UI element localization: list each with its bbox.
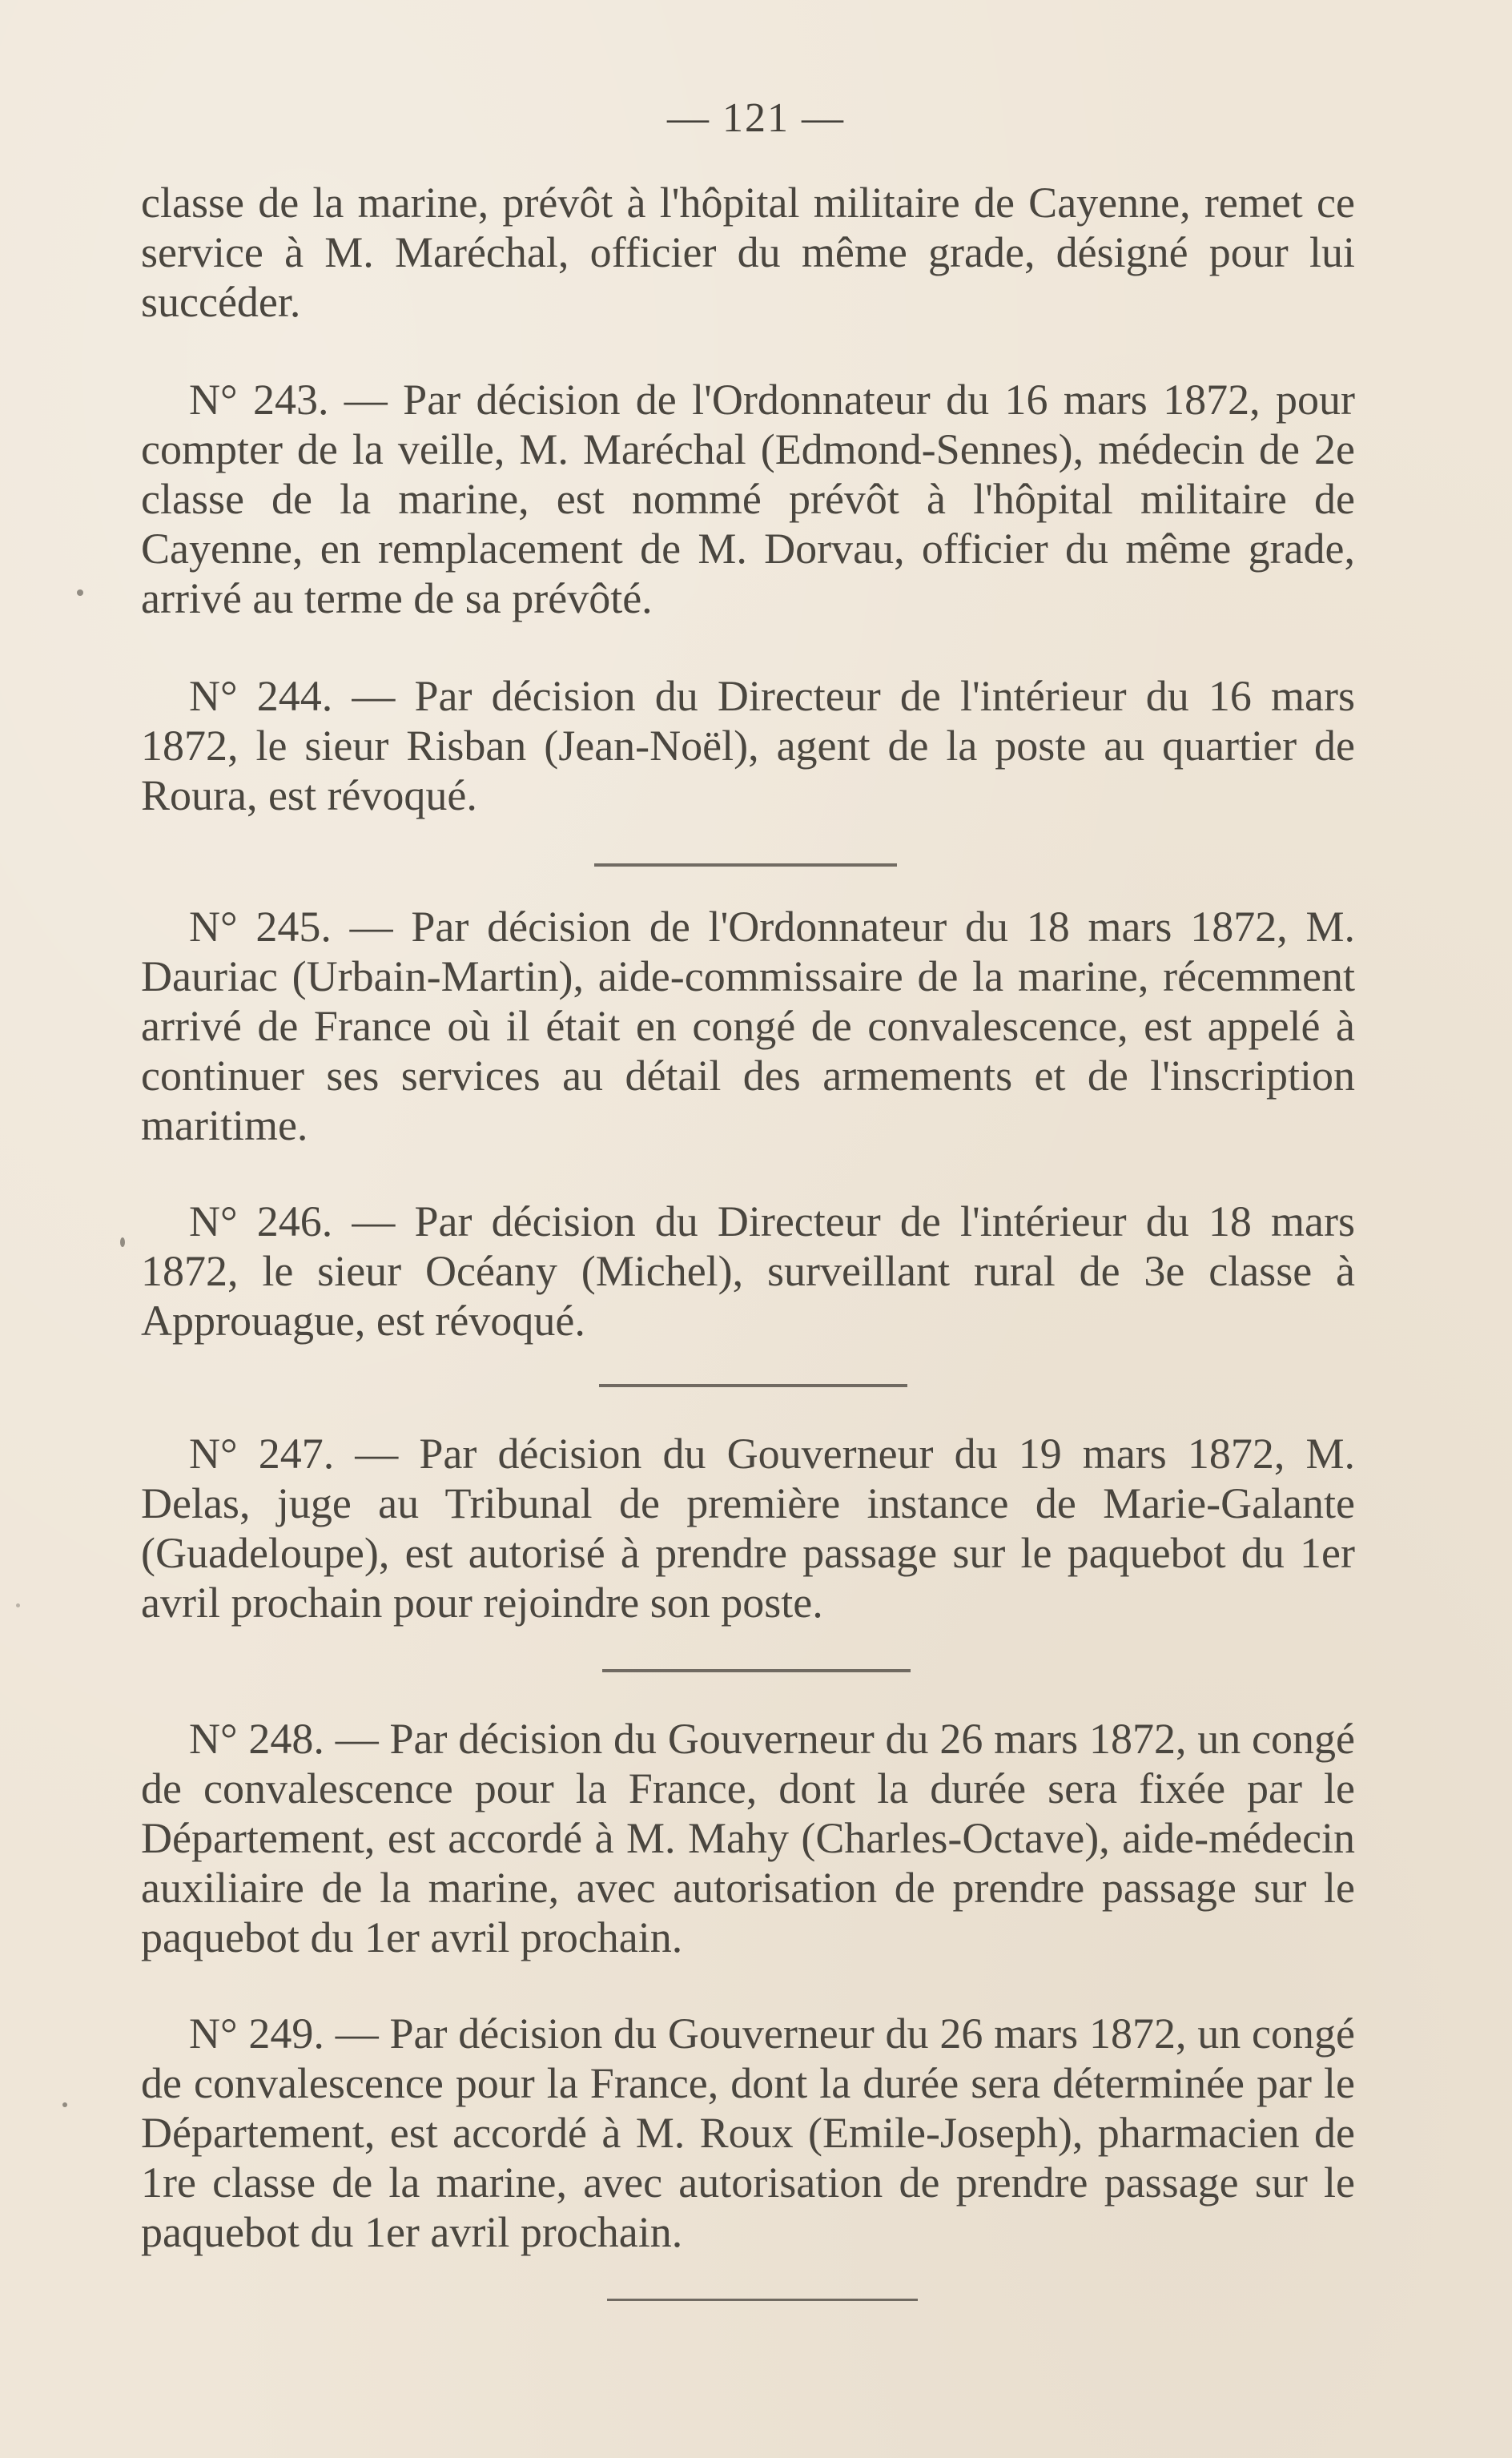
text-column [141,178,1355,2301]
entry-248: N° 248. — Par décision du Gouverneur du 26 mars 1872, un congé de convalescence pour la France, dont la durée sera fixée par le Département, est accordé à M. Mahy (Charles-Octave), aide-médecin auxiliaire de la marine, avec autorisation de prendre passage sur le paquebot du 1er avril prochain. [141,1715,1355,1961]
section-divider [602,1669,911,1672]
section-divider [599,1384,907,1387]
entry-246: N° 246. — Par décision du Directeur de l'intérieur du 18 mars 1872, le sieur Océany (Michel), surveillant rural de 3e classe à Approuague, est révoqué. [141,1197,1355,1345]
section-divider [594,863,897,867]
entry-244: N° 244. — Par décision du Directeur de l'intérieur du 16 mars 1872, le sieur Risban (Jean-Noël), agent de la poste au quartier de Roura, est révoqué. [141,672,1355,819]
entry-243: N° 243. — Par décision de l'Ordonnateur du 16 mars 1872, pour compter de la veille, M. Maréchal (Edmond-Sennes), médecin de 2e classe de la marine, est nommé prévôt à l'hôpital militaire de Cayenne, en remplacement de M. Dorvau, officier du même grade, arrivé au terme de sa prévôté. [141,376,1355,622]
continued-paragraph: classe de la marine, prévôt à l'hôpital militaire de Cayenne, remet ce service à M. Maréchal, officier du même grade, désigné pour lui succéder. [141,179,1355,326]
paper-speck [77,589,83,596]
entry-247: N° 247. — Par décision du Gouverneur du 19 mars 1872, M. Delas, juge au Tribunal de première instance de Marie-Galante (Guadeloupe), est autorisé à prendre passage sur le paquebot du 1er avril prochain pour rejoindre son poste. [141,1430,1355,1627]
paper-speck [62,2102,67,2107]
paper-speck [16,1603,20,1607]
entry-249: N° 249. — Par décision du Gouverneur du 26 mars 1872, un congé de convalescence pour la France, dont la durée sera déterminée par le Département, est accordé à M. Roux (Emile-Joseph), pharmacien de 1re classe de la marine, avec autorisation de prendre passage sur le paquebot du 1er avril prochain. [141,2009,1355,2256]
section-divider [607,2299,918,2301]
paper-speck [120,1237,125,1247]
entry-245: N° 245. — Par décision de l'Ordonnateur du 18 mars 1872, M. Dauriac (Urbain-Martin), aide-commissaire de la marine, récemment arrivé de France où il était en congé de convalescence, est appelé à continuer ses services au détail des armements et de l'inscription maritime. [141,903,1355,1149]
page-number: — 121 — [667,95,845,141]
